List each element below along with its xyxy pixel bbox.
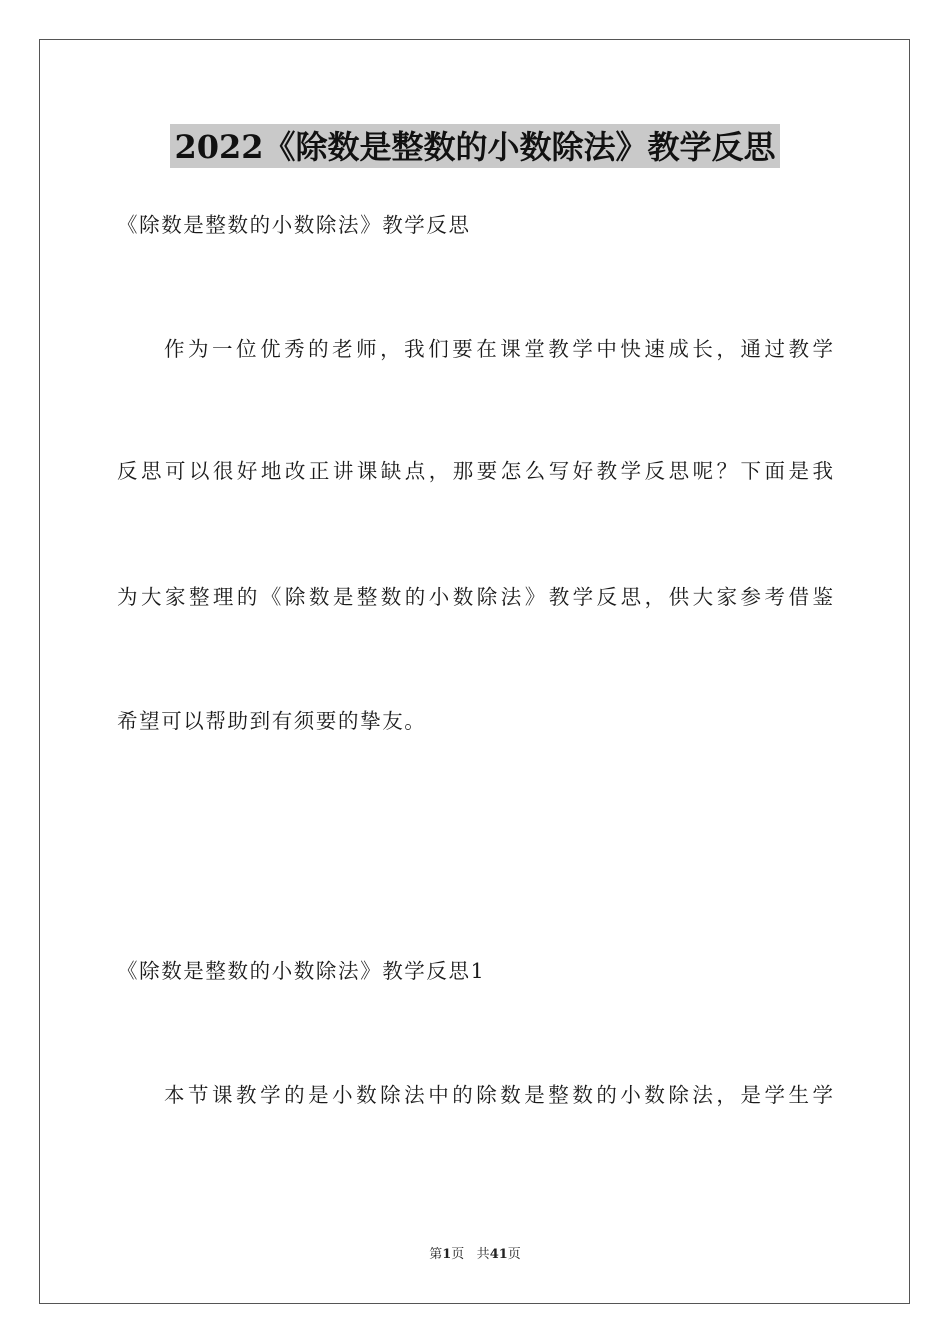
page-footer xyxy=(0,1246,950,1264)
footer-page-total: 41 xyxy=(489,1247,508,1262)
title-container xyxy=(0,124,950,168)
intro-line-4: 希望可以帮助到有须要的挚友。 xyxy=(117,709,427,733)
document-title: 2022《除数是整数的小数除法》教学反思 xyxy=(170,124,779,168)
footer-page-current: 1 xyxy=(442,1247,452,1262)
footer-total-suffix: 页 xyxy=(507,1247,521,1262)
intro-line-3: 为大家整理的《除数是整数的小数除法》教学反思，供大家参考借鉴 xyxy=(117,585,833,609)
intro-line-1: 作为一位优秀的老师，我们要在课堂教学中快速成长，通过教学 xyxy=(164,337,833,361)
section-line-1: 本节课教学的是小数除法中的除数是整数的小数除法，是学生学 xyxy=(164,1083,833,1107)
intro-line-2: 反思可以很好地改正讲课缺点，那要怎么写好教学反思呢？下面是我 xyxy=(117,459,833,483)
footer-page-prefix: 第 xyxy=(429,1247,443,1262)
footer-page-suffix: 页 xyxy=(451,1247,465,1262)
document-subtitle: 《除数是整数的小数除法》教学反思 xyxy=(117,213,471,237)
footer-total-prefix: 共 xyxy=(476,1247,490,1262)
section-heading: 《除数是整数的小数除法》教学反思1 xyxy=(117,959,486,983)
